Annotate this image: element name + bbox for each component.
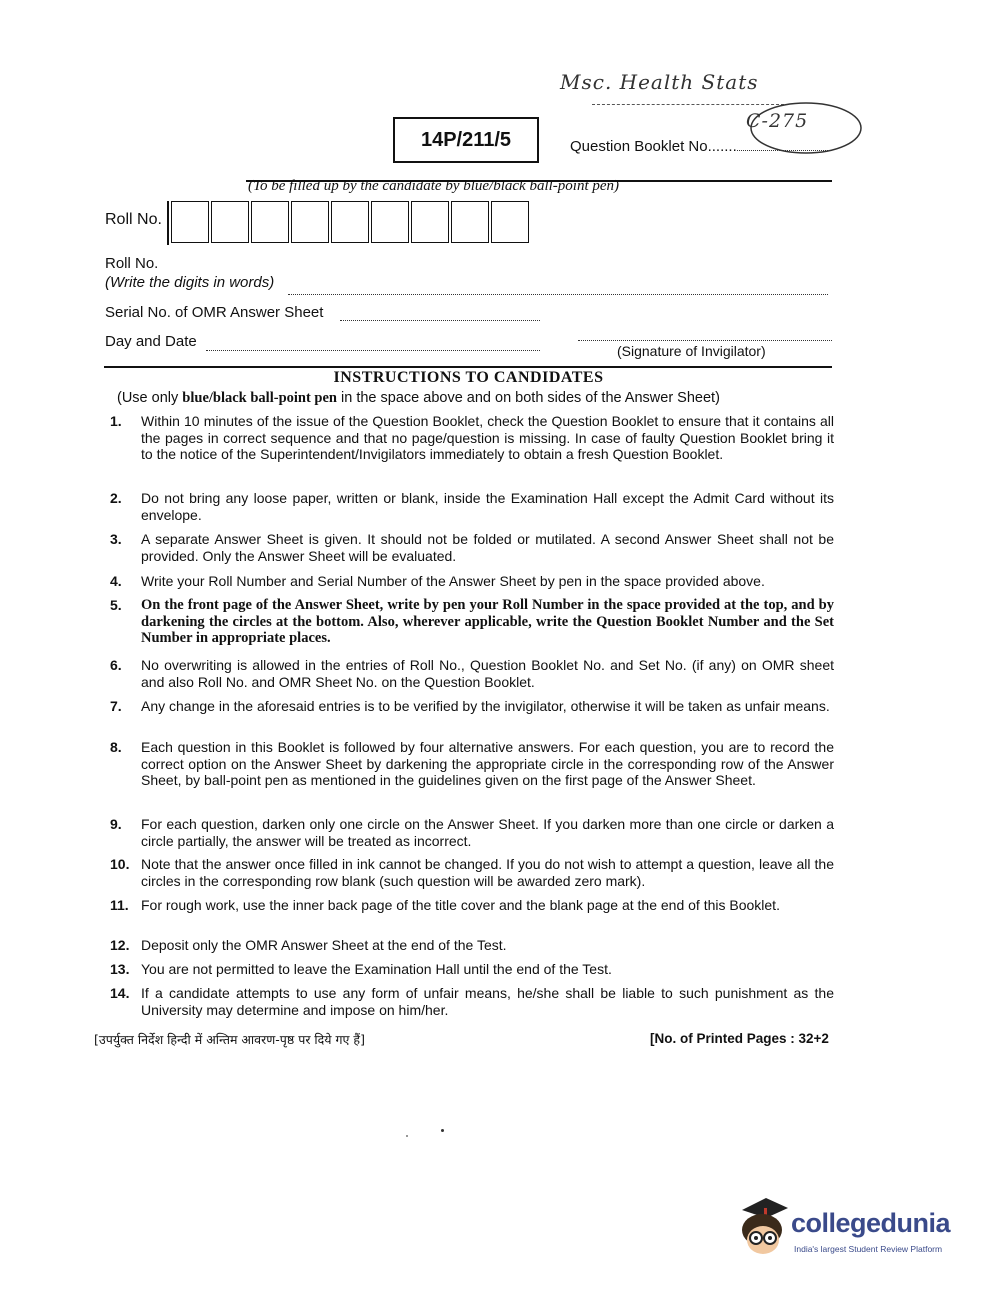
instruction-item (110, 597, 834, 647)
instruction-number: 10. (110, 856, 130, 872)
day-date-field[interactable] (206, 350, 540, 351)
use-only-text-b: blue/black ball-point pen (182, 390, 337, 406)
instruction-item (110, 531, 834, 564)
instruction-text: Deposit only the OMR Answer Sheet at the end of the Test. (141, 937, 507, 953)
roll-digit-box[interactable] (371, 201, 409, 243)
divider-mid (104, 366, 832, 368)
roll-no-words-hint: (Write the digits in words) (105, 274, 275, 291)
instruction-item (110, 961, 834, 978)
collegedunia-wordmark: collegedunia (791, 1208, 951, 1238)
instruction-text: No overwriting is allowed in the entries of Roll No., Question Booklet No. and Set No. (if any) on OMR sheet and also Roll No. and OMR Sheet No. on the Question Booklet. (141, 657, 834, 690)
instruction-number: 3. (110, 531, 122, 547)
instructions-title: INSTRUCTIONS TO CANDIDATES (333, 369, 604, 386)
instruction-item (110, 490, 834, 523)
instruction-text: Do not bring any loose paper, written or blank, inside the Examination Hall except the Admit Card without its envelope. (141, 490, 834, 523)
instruction-item (110, 413, 834, 463)
roll-digit-box[interactable] (411, 201, 449, 243)
instruction-number: 14. (110, 985, 130, 1001)
fill-instruction-note: (To be filled up by the candidate by blue/black ball-point pen) (248, 178, 620, 194)
roll-no-grid[interactable] (167, 201, 531, 245)
collegedunia-tagline: India's largest Student Review Platform (794, 1244, 943, 1254)
instruction-text: On the front page of the Answer Sheet, write by pen your Roll Number in the space provided at the top, and by darkening the circles at the bottom. Also, wherever applicable, write the Question Booklet Number and the Set Number in appropriate places. (141, 597, 834, 646)
use-only-text-a: (Use only (117, 390, 183, 406)
instruction-item (110, 657, 834, 690)
instruction-number: 4. (110, 573, 122, 589)
instruction-text: Write your Roll Number and Serial Number of the Answer Sheet by pen in the space provided above. (141, 573, 765, 589)
instruction-number: 5. (110, 597, 122, 613)
serial-omr-field[interactable] (340, 320, 540, 321)
instruction-text: Note that the answer once filled in ink cannot be changed. If you do not wish to attempt a question, leave all the circles in the corresponding row blank (such question will be awarded zero mark). (141, 856, 834, 889)
instruction-item (110, 573, 834, 590)
instruction-text: Within 10 minutes of the issue of the Question Booklet, check the Question Booklet to ensure that it contains all the pages in correct sequence and that no page/question is missing. In case of faulty Question Booklet bring it to the notice of the Superintendent/Invigilators immediately to obtain a fresh Question Booklet. (141, 413, 834, 462)
hindi-note: [उपर्युक्त निर्देश हिन्दी में अन्तिम आवरण-पृष्ठ पर दिये गए हैं] (94, 1032, 365, 1047)
roll-digit-box[interactable] (211, 201, 249, 243)
instruction-item (110, 937, 834, 954)
instruction-item (110, 816, 834, 849)
instruction-text: Any change in the aforesaid entries is to be verified by the invigilator, otherwise it will be taken as unfair means. (141, 698, 830, 714)
signature-field[interactable] (578, 340, 832, 341)
question-booklet-text: Question Booklet No....... (570, 138, 737, 155)
instruction-number: 11. (110, 897, 129, 913)
instruction-number: 9. (110, 816, 122, 832)
collegedunia-mascot-icon (736, 1196, 790, 1258)
handwritten-booklet-number: C-275 (746, 110, 809, 132)
instruction-text: A separate Answer Sheet is given. It should not be folded or mutilated. A second Answer Sheet shall not be provided. Only the Answer Sheet will be evaluated. (141, 531, 834, 564)
handwritten-course-note: Msc. Health Stats (560, 70, 759, 94)
scan-speck (441, 1129, 444, 1132)
roll-digit-box[interactable] (171, 201, 209, 243)
instruction-text: You are not permitted to leave the Examination Hall until the end of the Test. (141, 961, 612, 977)
instruction-item (110, 897, 834, 914)
roll-no-label: Roll No. (105, 211, 162, 228)
instruction-number: 6. (110, 657, 122, 673)
instruction-text: For rough work, use the inner back page of the title cover and the blank page at the end of this Booklet. (141, 897, 780, 913)
instruction-item (110, 698, 834, 715)
instruction-text: Each question in this Booklet is followed by four alternative answers. For each question, you are to record the correct option on the Answer Sheet by darkening the appropriate circle in the corresponding row of the Answer Sheet, by ball-point pen as mentioned in the guidelines given on the first page of the Answer Sheet. (141, 739, 834, 788)
instruction-item (110, 739, 834, 789)
question-booklet-label (570, 138, 832, 155)
signature-label: (Signature of Invigilator) (617, 343, 766, 359)
instruction-number: 2. (110, 490, 122, 506)
roll-digit-box[interactable] (291, 201, 329, 243)
question-booklet-field[interactable] (737, 140, 832, 151)
instruction-item (110, 856, 834, 889)
day-date-label: Day and Date (105, 333, 197, 350)
use-only-text-c: in the space above and on both sides of the Answer Sheet) (337, 390, 720, 406)
printed-pages-count: [No. of Printed Pages : 32+2 (650, 1031, 829, 1046)
roll-no-words-label: Roll No. (105, 255, 159, 272)
roll-digit-box[interactable] (251, 201, 289, 243)
instruction-text: For each question, darken only one circle on the Answer Sheet. If you darken more than one circle or darken a circle partially, the answer will be treated as incorrect. (141, 816, 834, 849)
instruction-number: 7. (110, 698, 122, 714)
scan-speck (406, 1135, 408, 1137)
roll-digit-box[interactable] (451, 201, 489, 243)
instruction-number: 1. (110, 413, 122, 429)
instruction-number: 12. (110, 937, 130, 953)
instruction-number: 13. (110, 961, 130, 977)
instruction-item (110, 985, 834, 1018)
use-only-note (117, 390, 720, 407)
paper-code-box: 14P/211/5 (393, 117, 539, 163)
roll-digit-box[interactable] (331, 201, 369, 243)
serial-omr-label: Serial No. of OMR Answer Sheet (105, 304, 324, 321)
instruction-number: 8. (110, 739, 122, 755)
roll-digit-box[interactable] (491, 201, 529, 243)
roll-no-words-field[interactable] (288, 294, 828, 295)
instruction-text: If a candidate attempts to use any form of unfair means, he/she shall be liable to such punishment as the University may determine and impose on him/her. (141, 985, 834, 1018)
